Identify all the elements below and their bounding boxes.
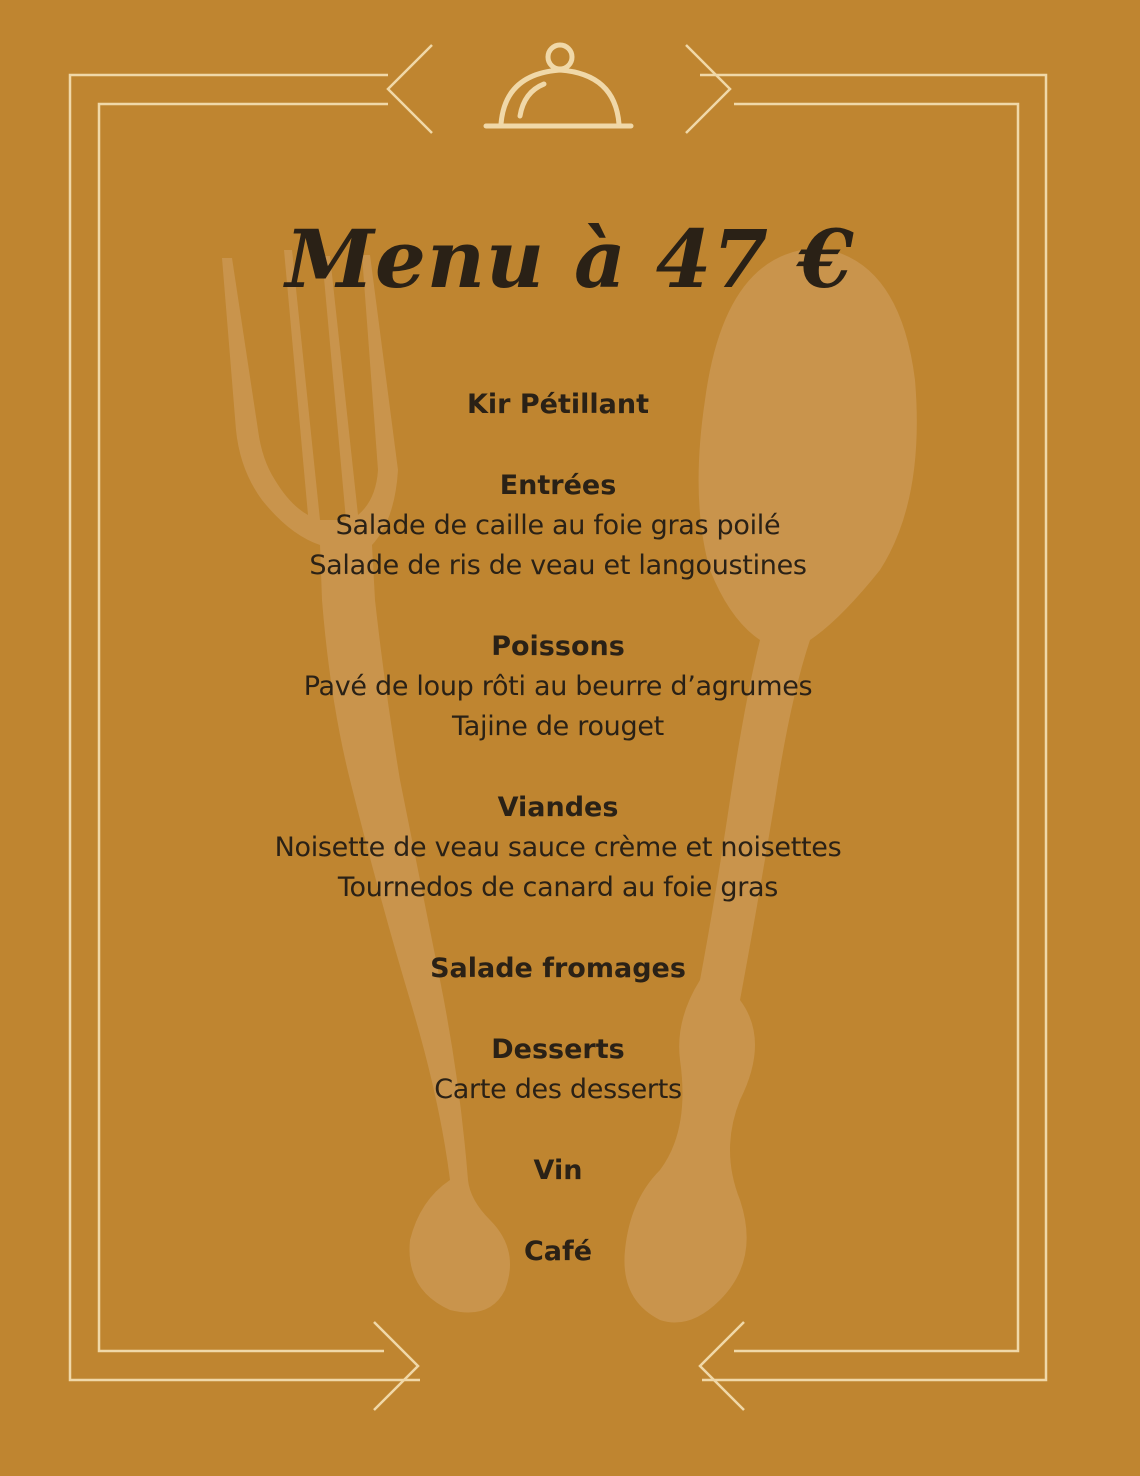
menu-item: Noisette de veau sauce crème et noisettes [274, 832, 842, 863]
menu-item: Tajine de rouget [452, 711, 664, 742]
section-heading: Vin [533, 1155, 583, 1186]
menu-section [0, 1029, 1116, 1110]
section-heading: Desserts [491, 1034, 625, 1065]
menu-item: Salade de caille au foie gras poilé [335, 510, 781, 541]
menu-section [0, 384, 1116, 425]
menu-section [0, 787, 1116, 908]
section-heading: Salade fromages [430, 953, 686, 984]
menu-section [0, 948, 1116, 989]
menu-section [0, 465, 1116, 586]
arrow-ornament-icon [388, 45, 432, 133]
menu-item: Salade de ris de veau et langoustines [309, 550, 807, 581]
arrow-ornament-icon [686, 45, 730, 133]
section-heading: Entrées [499, 470, 617, 501]
cloche-icon [486, 45, 631, 126]
arrow-ornament-icon [700, 1322, 744, 1410]
arrow-ornament-icon [374, 1322, 418, 1410]
section-heading: Kir Pétillant [466, 389, 649, 420]
menu-list [0, 384, 1116, 1312]
menu-item: Carte des desserts [434, 1074, 682, 1105]
menu-title: Menu à 47 € [285, 212, 855, 306]
section-heading: Café [523, 1236, 593, 1267]
menu-section [0, 626, 1116, 747]
menu-section [0, 1231, 1116, 1272]
section-heading: Poissons [491, 631, 625, 662]
section-heading: Viandes [497, 792, 619, 823]
menu-section [0, 1150, 1116, 1191]
menu-item: Tournedos de canard au foie gras [337, 872, 779, 903]
menu-item: Pavé de loup rôti au beurre d’agrumes [303, 671, 813, 702]
